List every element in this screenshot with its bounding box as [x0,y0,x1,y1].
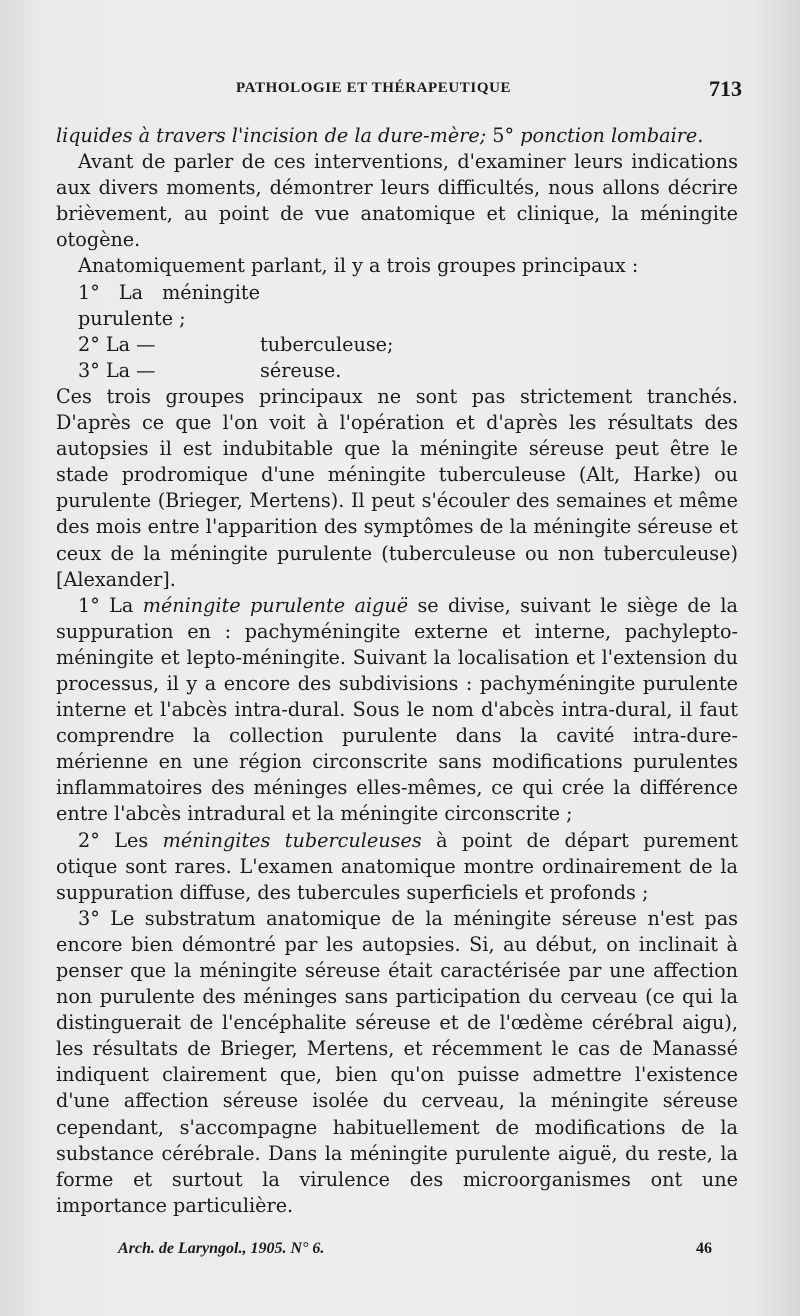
list-item-rest: tuberculeuse; [260,332,394,356]
page-footer [56,1240,738,1264]
running-header [56,76,746,104]
running-title: PATHOLOGIE ET THÉRAPEUTIQUE [236,80,512,96]
paragraph-5 [56,593,738,828]
paragraph-5-start: 1° La [78,593,143,617]
list-item-rest: séreuse. [260,358,342,382]
paragraph-5-italic: méningite purulente aiguë [142,593,409,617]
page-number: 713 [709,76,742,101]
paragraph-2: Avant de parler de ces interventions, d'examiner leurs indications aux divers moments, démontrer leurs difficultés, nous allons décrire brièvement, au point de vue anatomique et clinique, la méningite otogène. [56,150,738,252]
paragraph-6-italic: méningites tuberculeuses [162,828,422,852]
list-item [56,332,738,358]
paragraph-1-italic-a: liquides à travers l'incision de la dure-mère; [56,124,487,147]
signature-mark: 46 [696,1240,712,1257]
list-item-label: 1° La méningite purulente ; [78,280,260,330]
paragraph-7: 3° Le substratum anatomique de la méningite séreuse n'est pas encore bien démontré par les autopsies. Si, au début, on inclinait à penser que la méningite séreuse était caractérisée par une affection non purulente des méninges sans participation du cerveau (ce qui la distinguerait de l'encéphalite séreuse et de l'œdème cérébral aigu), les résultats de Brieger, Mertens, et récemment le cas de Manassé indiquent clairement que, bien qu'on puisse admettre l'existence d'une affection séreuse isolée du cerveau, la méningite séreuse cependant, s'accompagne habituellement de modifications de la substance cérébrale. Dans la méningite purulente aiguë, du reste, la forme et surtout la virulence des microorganismes ont une importance particulière. [56,906,738,1217]
list-item-label: 3° La — [78,358,156,382]
paragraph-6 [56,828,738,906]
list-item [56,280,738,332]
paragraph-6-start: 2° Les [78,828,163,852]
paragraph-6-rest: à point de départ purement otique sont rares. L'examen anatomique montre ordinairement de la suppuration diffuse, des tubercules superficiels et profonds ; [56,828,739,904]
paragraph-1 [56,123,738,149]
list-item [56,358,738,384]
paragraph-1-italic-b: ponction lombaire. [520,124,704,147]
paragraph-1-normal: 5° [486,124,521,147]
footer-source: Arch. de Laryngol., 1905. N° 6. [118,1240,325,1257]
body-text [56,123,738,1219]
paragraph-4: Ces trois groupes principaux ne sont pas strictement tranchés. D'après ce que l'on voit à l'opération et d'après les résultats des autopsies il est indubitable que la méningite séreuse peut être le stade prodromique d'une méningite tuberculeuse (Alt, Harke) ou purulente (Brieger, Mertens). Il peut s'écouler des semaines et même des mois entre l'apparition des symptômes de la méningite séreuse et ceux de la méningite purulente (tuberculeuse ou non tuberculeuse) [Alexander]. [56,384,738,591]
list-item-label: 2° La — [78,332,156,356]
paragraph-3: Anatomiquement parlant, il y a trois groupes principaux : [78,254,639,278]
paragraph-5-rest: se divise, suivant le siège de la suppuration en : pachyméningite externe et interne, pachylepto-méningite et lepto-méningite. Suivant la localisation et l'extension du processus, il y a encore des subdivisions : pachyméningite purulente interne et l'abcès intra-dural. Sous le nom d'abcès intra-dural, il faut comprendre la collection purulente dans la cavité intra-dure-mérienne en une région circonscrite sans modifications purulentes inflammatoires des méninges elles-mêmes, ce qui crée la différence entre l'abcès intradural et la méningite circonscrite ; [56,593,738,826]
